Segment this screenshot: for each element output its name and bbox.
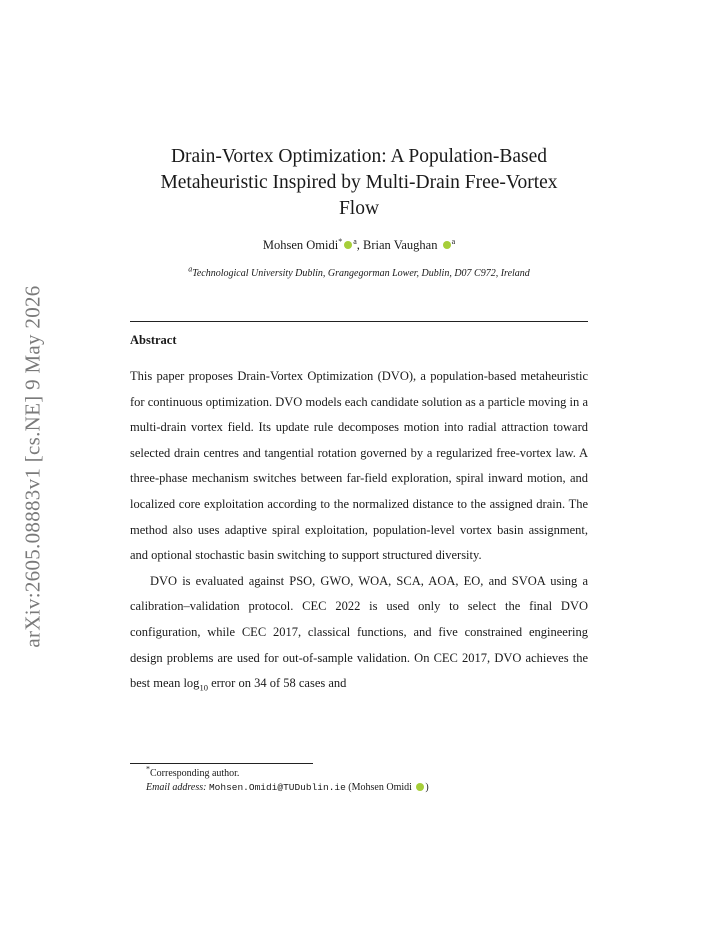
- title-line: Drain-Vortex Optimization: A Population-Based: [170, 146, 548, 167]
- corresponding-author-mark: *: [338, 236, 343, 246]
- abstract-top-rule: [130, 321, 588, 322]
- footnote: [146, 764, 586, 795]
- affiliation-mark: a: [353, 236, 357, 246]
- author-separator: ,: [356, 238, 364, 252]
- footnote-email-line: [146, 781, 586, 795]
- abstract-body: [130, 364, 588, 697]
- footnote-mark: *: [146, 764, 150, 774]
- title-line: Flow: [338, 198, 380, 219]
- abstract-heading: Abstract: [130, 333, 177, 347]
- title-line: Metaheuristic Inspired by Multi-Drain Free-Vortex: [160, 172, 558, 193]
- orcid-icon[interactable]: [443, 241, 451, 249]
- email-label: Email address:: [146, 782, 207, 793]
- affiliation-mark: a: [188, 264, 193, 274]
- orcid-icon[interactable]: [416, 783, 424, 791]
- abstract-paragraph: This paper proposes Drain-Vortex Optimization (DVO), a population-based metaheuristic for continuous optimization. DVO models each candidate solution as a particle moving in a multi-drain vortex field. Its update rule decomposes motion into radial attraction toward selected drain centres and tangential rotation governed by a regularized free-vortex law. A three-phase mechanism switches between far-field exploration, spiral inward motion, and localized core exploitation according to the normalized distance to the assigned drain. The method also uses adaptive spiral exploitation, population-level vortex basin assignment, and optional stochastic basin switching to support structured diversity.: [130, 369, 588, 563]
- footnote-corresponding-text: Corresponding author.: [150, 768, 240, 779]
- affiliation-mark: a: [451, 236, 456, 246]
- orcid-icon[interactable]: [344, 241, 352, 249]
- email-owner-close: ): [425, 782, 429, 793]
- abstract-text: DVO is evaluated against PSO, GWO, WOA, SCA, AOA, EO, and SVOA using a calibration–validation protocol. CEC 2022 is used only to select the final DVO configuration, while CEC 2017, classical functions, and five constrained engineering design problems are used for out-of-sample validation. On CEC 2017, DVO achieves the best mean log: [130, 573, 588, 691]
- affiliation: [130, 264, 588, 279]
- affiliation-text: Technological University Dublin, Grangegorman Lower, Dublin, D07 C972, Ireland: [192, 268, 530, 279]
- abstract-text: error on 34 of 58 cases and: [207, 676, 347, 691]
- email-owner-open: (Mohsen Omidi: [345, 782, 415, 793]
- email-link[interactable]: Mohsen.Omidi@TUDublin.ie: [208, 782, 346, 793]
- arxiv-identifier-text: arXiv:2605.08883v1 [cs.NE] 9 May 2026: [20, 284, 45, 648]
- footnote-rule: [130, 763, 313, 764]
- abstract-paragraph: [130, 569, 588, 697]
- author-list: [130, 238, 588, 253]
- log-subscript: 10: [199, 682, 208, 693]
- arxiv-identifier-stamp: [16, 262, 50, 670]
- author-name: Brian Vaughan: [363, 238, 438, 252]
- paper-title: [130, 144, 588, 222]
- footnote-corresponding: [146, 764, 586, 781]
- author-name: Mohsen Omidi: [262, 238, 339, 252]
